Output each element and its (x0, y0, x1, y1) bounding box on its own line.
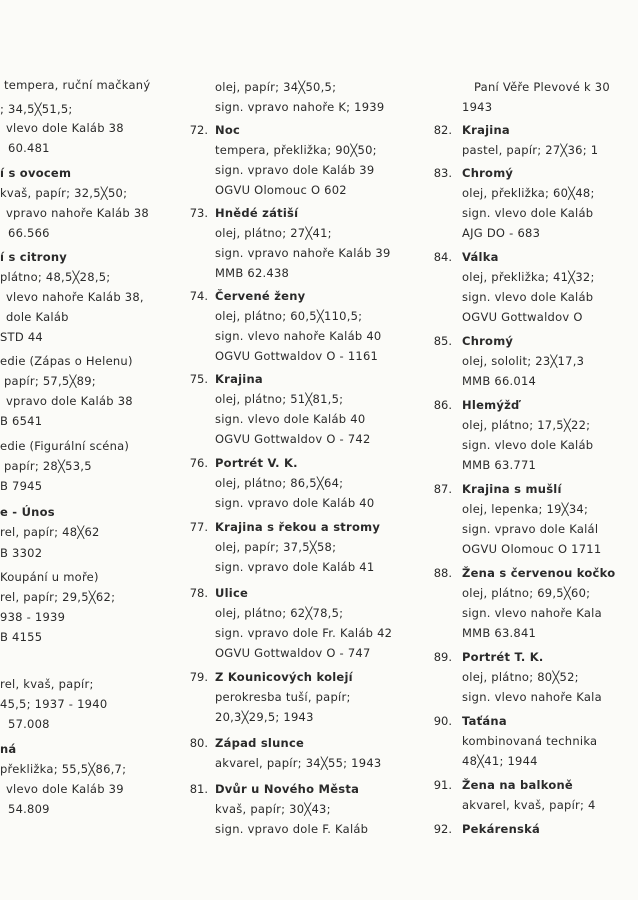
entry-number: 90. (433, 714, 452, 728)
entry-title: Krajina (462, 123, 510, 137)
entry-number: 76. (189, 456, 208, 470)
entry-title: Noc (215, 123, 241, 137)
entry-title: í s citrony (0, 250, 68, 264)
entry-detail: dole Kaláb (6, 310, 69, 324)
entry-title: Portrét V. K. (215, 456, 298, 470)
entry-number: 75. (189, 372, 208, 386)
entry-title: Válka (462, 250, 499, 264)
entry-detail: olej, plátno; 60,5╳110,5; (215, 309, 363, 323)
entry-detail: kvaš, papír; 32,5╳50; (0, 186, 128, 200)
entry-detail: překližka; 55,5╳86,7; (0, 762, 127, 776)
entry-title: Krajina s řekou a stromy (215, 520, 381, 534)
entry-title: Krajina s mušlí (462, 482, 562, 496)
entry-detail: olej, plátno; 69,5╳60; (462, 586, 591, 600)
entry-detail: olej, překližka; 60╳48; (462, 186, 595, 200)
entry-detail: sign. vpravo dole Kaláb 39 (215, 163, 375, 177)
entry-number: 73. (189, 206, 208, 220)
entry-detail: AJG DO - 683 (462, 226, 541, 240)
entry-detail: pastel, papír; 27╳36; 1 (462, 143, 599, 157)
entry-detail: kombinovaná technika (462, 734, 598, 748)
entry-detail: ; 34,5╳51,5; (0, 102, 73, 116)
entry-detail: papír; 28╳53,5 (4, 459, 92, 473)
entry-detail: STD 44 (0, 330, 43, 344)
entry-detail: MMB 63.841 (462, 626, 537, 640)
entry-title: Hlemýžď (462, 398, 520, 412)
entry-detail: sign. vpravo dole Kaláb 40 (215, 496, 375, 510)
entry-detail: 66.566 (8, 226, 50, 240)
entry-title: Dvůr u Nového Města (215, 782, 360, 796)
entry-detail: sign. vpravo dole Kaláb 41 (215, 560, 375, 574)
entry-detail: olej, plátno; 86,5╳64; (215, 476, 344, 490)
entry-title: Krajina (215, 372, 263, 386)
entry-title: Portrét T. K. (462, 650, 544, 664)
entry-title: e - Únos (0, 505, 55, 519)
entry-title: Západ slunce (215, 736, 305, 750)
entry-number: 88. (433, 566, 452, 580)
entry-title: í s ovocem (0, 166, 72, 180)
entry-number: 72. (189, 123, 208, 137)
entry-detail: perokresba tuší, papír; (215, 690, 351, 704)
entry-detail: olej, plátno; 27╳41; (215, 226, 332, 240)
entry-number: 79. (189, 670, 208, 684)
entry-detail: sign. vlevo dole Kaláb (462, 438, 594, 452)
entry-detail: 20,3╳29,5; 1943 (215, 710, 314, 724)
entry-number: 81. (189, 782, 208, 796)
entry-title: Žena na balkoně (462, 778, 573, 792)
entry-detail: vlevo dole Kaláb 39 (6, 782, 124, 796)
entry-detail: 57.008 (8, 717, 50, 731)
entry-detail: tempera, ruční mačkaný (4, 78, 151, 92)
entry-detail: sign. vlevo dole Kaláb (462, 290, 594, 304)
entry-title: Pekárenská (462, 822, 541, 836)
entry-detail: edie (Zápas o Helenu) (0, 354, 133, 368)
entry-detail: plátno; 48,5╳28,5; (0, 270, 111, 284)
entry-detail: edie (Figurální scéna) (0, 439, 130, 453)
entry-number: 85. (433, 334, 452, 348)
entry-detail: OGVU Gottwaldov O (462, 310, 583, 324)
entry-title: Ulice (215, 586, 249, 600)
entry-detail: rel, papír; 48╳62 (0, 525, 100, 539)
entry-title: Chromý (462, 166, 514, 180)
entry-number: 92. (433, 822, 452, 836)
entry-detail: sign. vpravo dole Fr. Kaláb 42 (215, 626, 393, 640)
entry-detail: olej, lepenka; 19╳34; (462, 502, 589, 516)
entry-number: 78. (189, 586, 208, 600)
entry-detail: Paní Věře Plevové k 30 (474, 80, 610, 94)
entry-number: 74. (189, 289, 208, 303)
entry-detail: B 6541 (0, 414, 43, 428)
entry-detail: B 7945 (0, 479, 43, 493)
entry-detail: Koupání u moře) (0, 570, 99, 584)
entry-detail: olej, plátno; 62╳78,5; (215, 606, 344, 620)
entry-detail: kvaš, papír; 30╳43; (215, 802, 331, 816)
entry-detail: OGVU Gottwaldov O - 747 (215, 646, 371, 660)
entry-detail: sign. vpravo nahoře Kaláb 39 (215, 246, 391, 260)
entry-detail: MMB 63.771 (462, 458, 537, 472)
entry-detail: 60.481 (8, 141, 50, 155)
entry-detail: olej, sololit; 23╳17,3 (462, 354, 585, 368)
entry-detail: rel, kvaš, papír; (0, 677, 94, 691)
entry-detail: 54.809 (8, 802, 50, 816)
entry-detail: olej, plátno; 80╳52; (462, 670, 579, 684)
entry-detail: vpravo dole Kaláb 38 (6, 394, 133, 408)
entry-detail: vpravo nahoře Kaláb 38 (6, 206, 149, 220)
entry-number: 80. (189, 736, 208, 750)
entry-detail: OGVU Gottwaldov O - 742 (215, 432, 371, 446)
entry-detail: sign. vlevo nahoře Kaláb 40 (215, 329, 382, 343)
entry-detail: B 4155 (0, 630, 43, 644)
entry-detail: akvarel, papír; 34╳55; 1943 (215, 756, 382, 770)
entry-title: Z Kounicových kolejí (215, 670, 353, 684)
entry-title: Žena s červenou kočko (462, 566, 616, 580)
entry-number: 87. (433, 482, 452, 496)
catalog-column-middle (180, 0, 430, 900)
entry-detail: 1943 (462, 100, 493, 114)
entry-detail: sign. vlevo nahoře Kala (462, 606, 602, 620)
entry-number: 83. (433, 166, 452, 180)
entry-detail: 48╳41; 1944 (462, 754, 538, 768)
entry-detail: B 3302 (0, 546, 43, 560)
entry-detail: OGVU Olomouc O 602 (215, 183, 347, 197)
entry-detail: 938 - 1939 (0, 610, 66, 624)
entry-detail: olej, papír; 37,5╳58; (215, 540, 337, 554)
entry-detail: tempera, překližka; 90╳50; (215, 143, 377, 157)
entry-number: 86. (433, 398, 452, 412)
entry-detail: 45,5; 1937 - 1940 (0, 697, 108, 711)
entry-detail: olej, plátno; 51╳81,5; (215, 392, 344, 406)
entry-detail: MMB 62.438 (215, 266, 290, 280)
entry-detail: MMB 66.014 (462, 374, 537, 388)
entry-number: 91. (433, 778, 452, 792)
entry-detail: papír; 57,5╳89; (4, 374, 96, 388)
entry-title: Červené ženy (215, 289, 306, 303)
entry-number: 84. (433, 250, 452, 264)
entry-detail: olej, papír; 34╳50,5; (215, 80, 337, 94)
entry-detail: vlevo dole Kaláb 38 (6, 121, 124, 135)
entry-detail: vlevo nahoře Kaláb 38, (6, 290, 144, 304)
entry-number: 77. (189, 520, 208, 534)
entry-title: Taťána (462, 714, 507, 728)
entry-detail: olej, překližka; 41╳32; (462, 270, 595, 284)
catalog-column-left (0, 0, 170, 900)
catalog-column-right (433, 0, 638, 900)
entry-detail: olej, plátno; 17,5╳22; (462, 418, 591, 432)
entry-detail: rel, papír; 29,5╳62; (0, 590, 116, 604)
entry-number: 89. (433, 650, 452, 664)
entry-detail: sign. vpravo dole F. Kaláb (215, 822, 369, 836)
entry-detail: sign. vpravo nahoře K; 1939 (215, 100, 385, 114)
entry-title: ná (0, 742, 17, 756)
entry-detail: akvarel, kvaš, papír; 4 (462, 798, 596, 812)
entry-detail: sign. vlevo dole Kaláb 40 (215, 412, 366, 426)
entry-title: Hnědé zátiší (215, 206, 299, 220)
entry-detail: sign. vpravo dole Kalál (462, 522, 599, 536)
entry-detail: sign. vlevo nahoře Kala (462, 690, 602, 704)
entry-title: Chromý (462, 334, 514, 348)
entry-detail: OGVU Olomouc O 1711 (462, 542, 602, 556)
entry-detail: sign. vlevo dole Kaláb (462, 206, 594, 220)
entry-number: 82. (433, 123, 452, 137)
entry-detail: OGVU Gottwaldov O - 1161 (215, 349, 379, 363)
